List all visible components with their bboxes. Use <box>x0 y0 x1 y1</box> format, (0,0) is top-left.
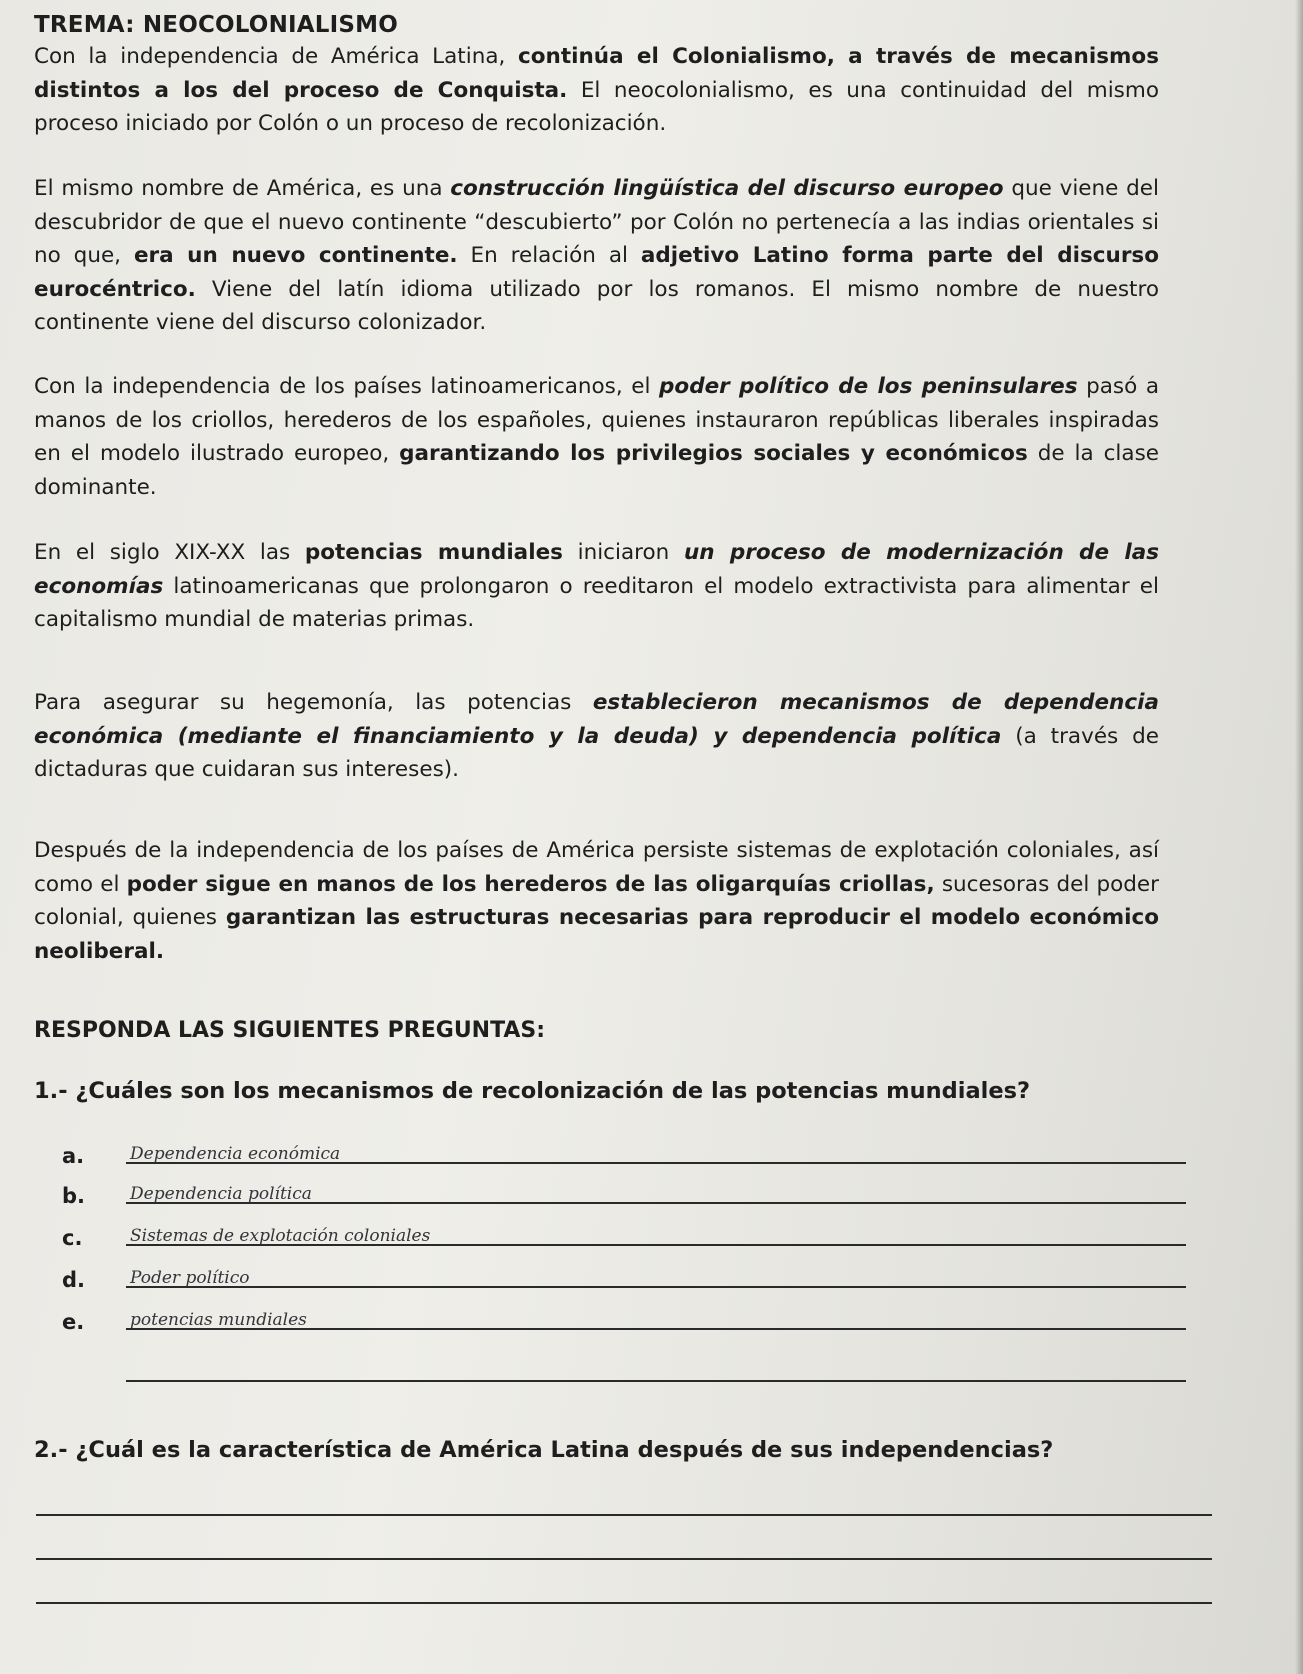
question-2: 2.- ¿Cuál es la característica de América Latina después de sus independencias? <box>34 1437 1054 1463</box>
answer-letter: e. <box>62 1310 85 1334</box>
answer-blank-line-3[interactable] <box>36 1602 1212 1604</box>
question-1: 1.- ¿Cuáles son los mecanismos de recolonización de las potencias mundiales? <box>34 1078 1031 1104</box>
paragraph-1 <box>34 40 1159 141</box>
paragraph-4 <box>34 536 1159 637</box>
handwritten-answer: Dependencia política <box>130 1184 312 1204</box>
paragraph-6 <box>34 834 1159 968</box>
answer-blank-line-1[interactable] <box>36 1514 1212 1516</box>
paragraph-segment: adjetivo Latino forma parte del discurso eurocéntrico. <box>34 243 1160 302</box>
paragraph-segment: (a través de dictaduras que cuidaran sus intereses). <box>34 723 1159 782</box>
paragraph-segment: Después de la independencia de los países de América persiste sistemas de explotación coloniales, así como el <box>34 838 1159 897</box>
answer-letter: d. <box>62 1268 86 1292</box>
paragraph-segment: establecieron mecanismos de dependencia económica (mediante el financiamiento y la deuda) y dependencia política <box>34 690 1159 749</box>
answer-row-extra <box>62 1350 1192 1386</box>
paragraph-segment: El mismo nombre de América, es una <box>34 176 451 201</box>
answer-letter: a. <box>62 1144 85 1168</box>
paragraph-2 <box>34 172 1159 340</box>
paragraph-segment: En relación al <box>457 243 641 268</box>
answer-row-d <box>62 1256 1192 1292</box>
handwritten-answer: Sistemas de explotación coloniales <box>130 1226 431 1246</box>
answer-letter: c. <box>62 1226 83 1250</box>
paragraph-segment: latinoamericanas que prolongaron o reeditaron el modelo extractivista para alimentar el capitalismo mundial de materias primas. <box>34 573 1159 632</box>
paragraph-segment: garantizando los privilegios sociales y económicos <box>399 441 1028 466</box>
answer-row-e <box>62 1298 1192 1334</box>
paragraph-segment: Para asegurar su hegemonía, las potencias <box>34 690 593 715</box>
answer-row-b <box>62 1172 1192 1208</box>
paragraph-segment: Con la independencia de América Latina, <box>34 44 518 69</box>
section-heading: RESPONDA LAS SIGUIENTES PREGUNTAS: <box>34 1018 546 1043</box>
answer-row-a <box>62 1132 1192 1168</box>
paragraph-segment: continúa el Colonialismo, a través de mecanismos distintos a los del proceso de Conquista. <box>34 44 1159 103</box>
page-edge-shadow <box>1295 0 1303 1674</box>
paragraph-3 <box>34 370 1159 504</box>
paragraph-segment: pasó a manos de los criollos, herederos de los españoles, quienes instauraron repúblicas liberales inspiradas en el modelo ilustrado europeo, <box>34 374 1159 466</box>
paragraph-segment: Viene del latín idioma utilizado por los romanos. El mismo nombre de nuestro continente viene del discurso colonizador. <box>34 276 1159 335</box>
answer-row-c <box>62 1214 1192 1250</box>
paragraph-segment: El neocolonialismo, es una continuidad del mismo proceso iniciado por Colón o un proceso de recolonización. <box>34 77 1159 136</box>
handwritten-answer: Poder político <box>130 1268 250 1288</box>
paragraph-5 <box>34 686 1159 787</box>
paragraph-segment: era un nuevo continente. <box>133 243 458 268</box>
answer-blank-line-2[interactable] <box>36 1558 1212 1560</box>
answer-line[interactable] <box>126 1286 1186 1288</box>
paragraph-segment: potencias mundiales <box>304 540 563 565</box>
paragraph-segment: poder sigue en manos de los herederos de las oligarquías criollas, <box>126 871 935 897</box>
paragraph-segment: sucesoras del poder colonial, quienes <box>34 871 1159 930</box>
paragraph-segment: Con la independencia de los países latinoamericanos, el <box>34 374 660 399</box>
paragraph-segment: construcción lingüística del discurso europeo <box>450 176 1004 201</box>
paragraph-segment: un proceso de modernización de las economías <box>34 540 1160 599</box>
answer-line[interactable] <box>126 1380 1186 1382</box>
paragraph-segment: que viene del descubridor de que el nuevo continente “descubierto” por Colón no pertenecía a las indias orientales si no que, <box>34 176 1159 268</box>
paragraph-segment: En el siglo XIX-XX las <box>34 540 305 565</box>
handwritten-answer: potencias mundiales <box>130 1310 307 1330</box>
paragraph-segment: de la clase dominante. <box>34 441 1159 500</box>
handwritten-answer: Dependencia económica <box>130 1144 341 1164</box>
paragraph-segment: iniciaron <box>562 540 684 565</box>
answer-letter: b. <box>62 1184 86 1208</box>
paragraph-segment: garantizan las estructuras necesarias para reproducir el modelo económico neoliberal. <box>34 905 1159 964</box>
paragraph-segment: poder político de los peninsulares <box>659 374 1078 399</box>
worksheet-title: TREMA: NEOCOLONIALISMO <box>34 12 398 38</box>
